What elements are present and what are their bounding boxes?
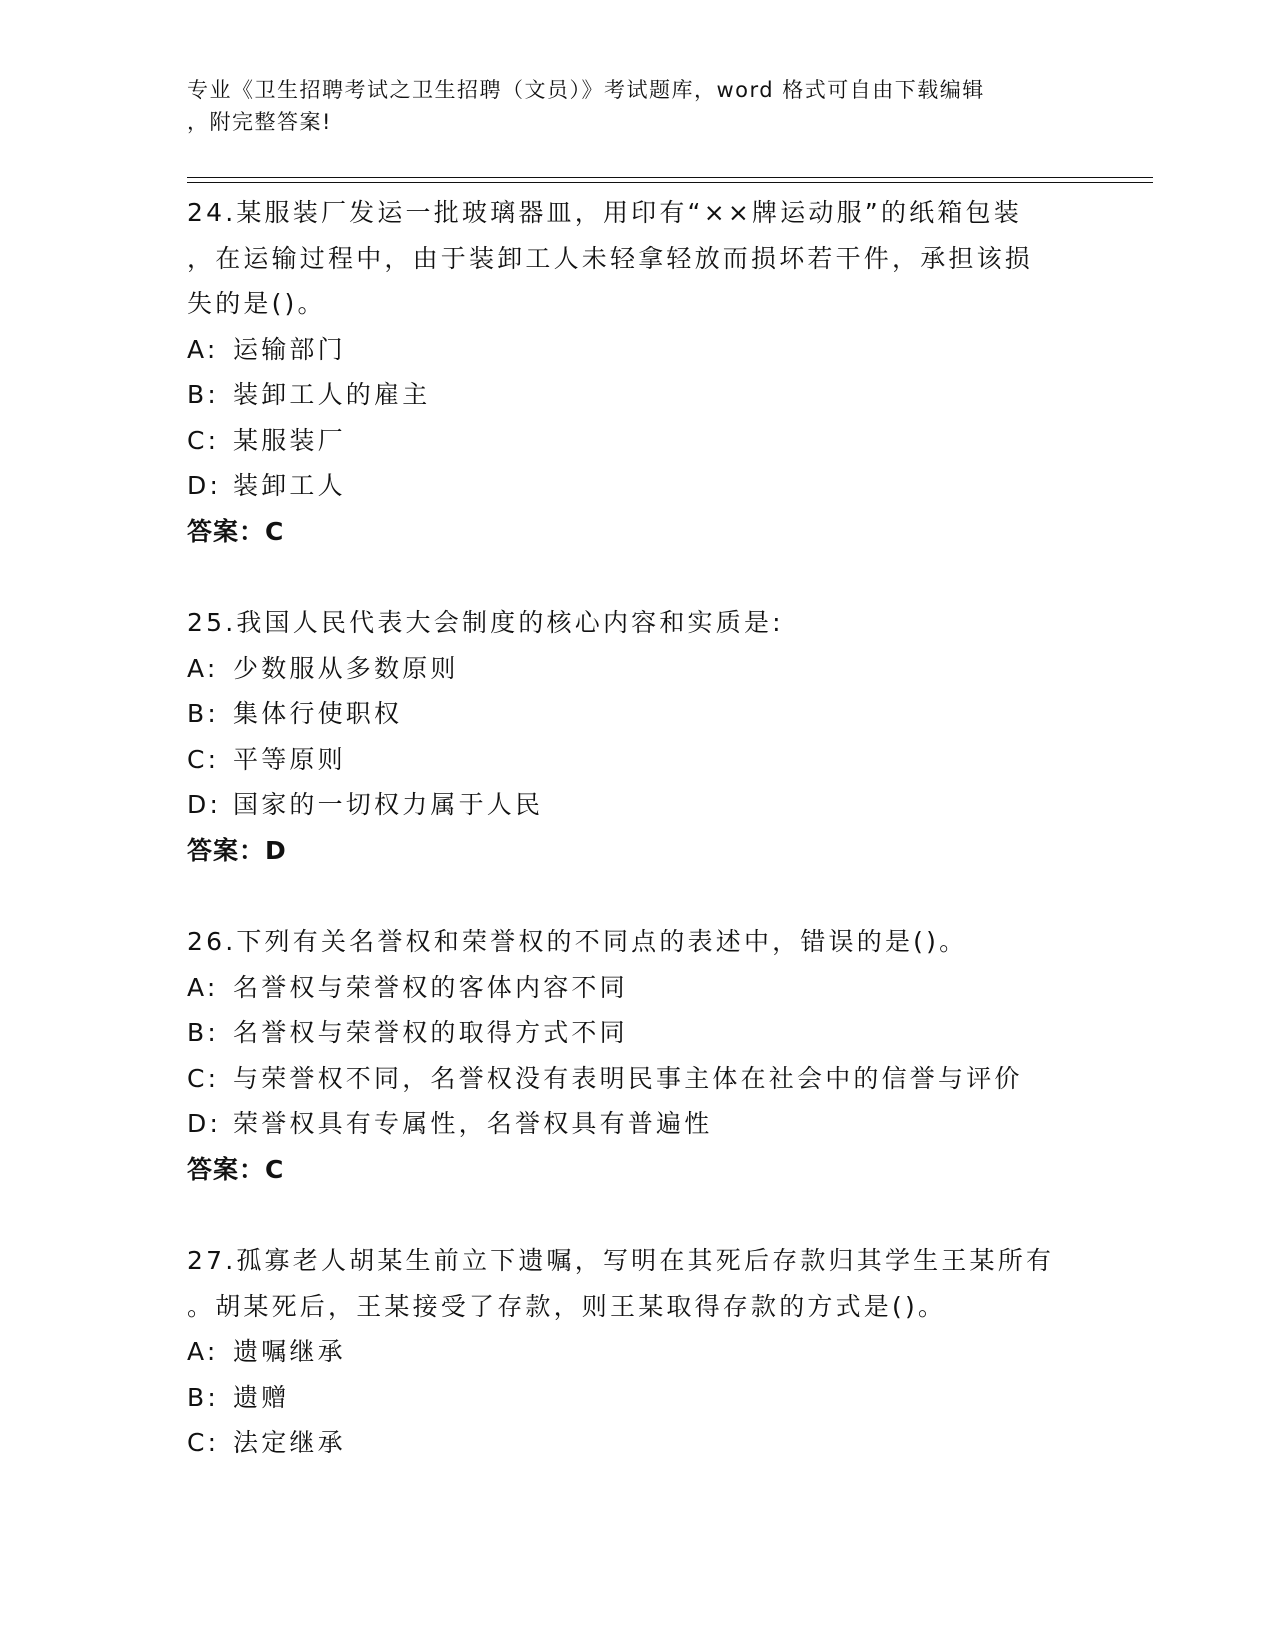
option-text: 平等原则	[233, 744, 346, 774]
header-divider-top	[187, 177, 1153, 178]
option-key: A:	[187, 334, 219, 364]
question-stem-line: 25.我国人民代表大会制度的核心内容和实质是:	[187, 608, 784, 637]
option-key: B:	[187, 380, 219, 409]
option-key: B:	[187, 699, 219, 728]
question-stem-line: ，在运输过程中，由于装卸工人未轻拿轻放而损坏若干件，承担该损	[187, 243, 1034, 273]
header-divider-bottom	[187, 182, 1153, 183]
option-text: 国家的一切权力属于人民	[233, 790, 544, 819]
option-key: B:	[187, 1018, 219, 1047]
option-text: 少数服从多数原则	[233, 653, 459, 683]
option-key: A:	[187, 972, 219, 1002]
document-header	[187, 74, 1067, 138]
option-text: 名誉权与荣誉权的客体内容不同	[233, 972, 628, 1002]
question-item	[187, 190, 1077, 554]
answer-option	[187, 1101, 1077, 1147]
option-text: 装卸工人	[233, 471, 346, 500]
option-text: 名誉权与荣誉权的取得方式不同	[233, 1018, 628, 1047]
question-item	[187, 600, 1077, 873]
option-text: 荣誉权具有专属性，名誉权具有普遍性	[233, 1109, 713, 1138]
answer-option	[187, 372, 1077, 418]
option-text: 运输部门	[233, 334, 346, 364]
question-item	[187, 919, 1077, 1192]
answer-option	[187, 1375, 1077, 1421]
option-key: D:	[187, 790, 222, 819]
answer-option	[187, 737, 1077, 783]
answer-option	[187, 782, 1077, 828]
answer-option	[187, 418, 1077, 464]
option-key: D:	[187, 1109, 222, 1138]
answer-option	[187, 1420, 1077, 1466]
header-line-1: 专业《卫生招聘考试之卫生招聘（文员）》考试题库，word 格式可自由下载编辑	[187, 78, 985, 102]
answer-line: 答案：C	[187, 516, 285, 546]
answer-line: 答案：C	[187, 1154, 285, 1184]
answer-option	[187, 327, 1077, 373]
answer-option	[187, 1010, 1077, 1056]
option-key: C:	[187, 1428, 220, 1457]
option-text: 与荣誉权不同，名誉权没有表明民事主体在社会中的信誉与评价	[233, 1063, 1023, 1093]
option-key: D:	[187, 471, 222, 500]
option-key: A:	[187, 653, 219, 683]
option-text: 法定继承	[233, 1428, 346, 1457]
answer-line: 答案：D	[187, 835, 287, 865]
answer-option	[187, 646, 1077, 692]
answer-option	[187, 463, 1077, 509]
option-key: B:	[187, 1382, 219, 1412]
question-item	[187, 1238, 1077, 1466]
answer-option	[187, 1329, 1077, 1375]
option-text: 装卸工人的雇主	[233, 380, 431, 409]
question-list	[187, 190, 1077, 1512]
answer-option	[187, 691, 1077, 737]
question-stem-line: 失的是()。	[187, 289, 326, 318]
option-key: C:	[187, 1063, 220, 1093]
option-key: A:	[187, 1337, 219, 1366]
question-stem-line: 。胡某死后，王某接受了存款，则王某取得存款的方式是()。	[187, 1291, 947, 1321]
header-line-2: ，附完整答案!	[187, 110, 332, 134]
option-key: C:	[187, 744, 220, 774]
answer-option	[187, 965, 1077, 1011]
option-text: 遗嘱继承	[233, 1337, 346, 1366]
question-stem-line: 24.某服装厂发运一批玻璃器皿，用印有“××牌运动服”的纸箱包装	[187, 198, 1022, 227]
question-stem-line: 26.下列有关名誉权和荣誉权的不同点的表述中，错误的是()。	[187, 927, 968, 956]
option-text: 某服装厂	[233, 425, 346, 455]
answer-option	[187, 1056, 1077, 1102]
question-stem-line: 27.孤寡老人胡某生前立下遗嘱，写明在其死后存款归其学生王某所有	[187, 1246, 1055, 1275]
option-text: 遗赠	[233, 1382, 290, 1412]
option-text: 集体行使职权	[233, 699, 403, 728]
option-key: C:	[187, 425, 220, 455]
